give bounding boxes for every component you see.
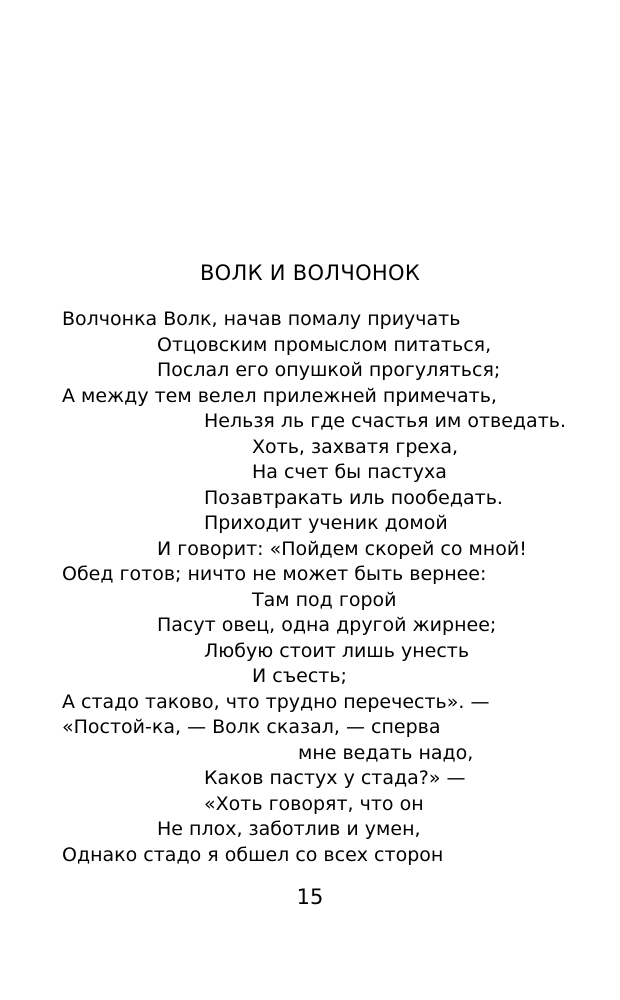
poem-line: Там под горой [252, 589, 397, 611]
poem-line: Не плох, заботлив и умен, [157, 818, 421, 840]
page-number: 15 [296, 885, 324, 909]
poem-line: Позавтракать иль пообедать. [204, 487, 503, 509]
poem-line: А между тем велел прилежней примечать, [62, 385, 497, 407]
poem-line: Приходит ученик домой [204, 512, 448, 534]
poem-line: Послал его опушкой прогуляться; [157, 359, 501, 381]
poem-title: ВОЛК И ВОЛЧОНОК [199, 261, 421, 285]
poem-line: И съесть; [252, 665, 347, 687]
poem-line: Отцовским промыслом питаться, [157, 334, 492, 356]
poem-line: «Постой-ка, — Волк сказал, — сперва [62, 716, 441, 738]
poem-line: На счет бы пастуха [252, 461, 447, 483]
poem-line: Волчонка Волк, начав помалу приучать [62, 308, 461, 330]
poem-line: И говорит: «Пойдем скорей со мной! [157, 538, 527, 560]
poem-line: мне ведать надо, [298, 742, 474, 764]
poem-line: Любую стоит лишь унесть [204, 640, 470, 662]
poem-line: Нельзя ль где счастья им отведать. [204, 410, 567, 432]
poem-line: Однако стадо я обшел со всех сторон [62, 844, 444, 866]
poem-line: «Хоть говорят, что он [204, 793, 424, 815]
poem-line: Хоть, захватя греха, [252, 436, 459, 458]
poem-line: Обед готов; ничто не может быть вернее: [62, 563, 487, 585]
poem-line: А стадо таково, что трудно перечесть». — [62, 691, 490, 713]
poem-line: Пасут овец, одна другой жирнее; [157, 614, 497, 636]
poem-line: Каков пастух у стада?» — [204, 767, 466, 789]
